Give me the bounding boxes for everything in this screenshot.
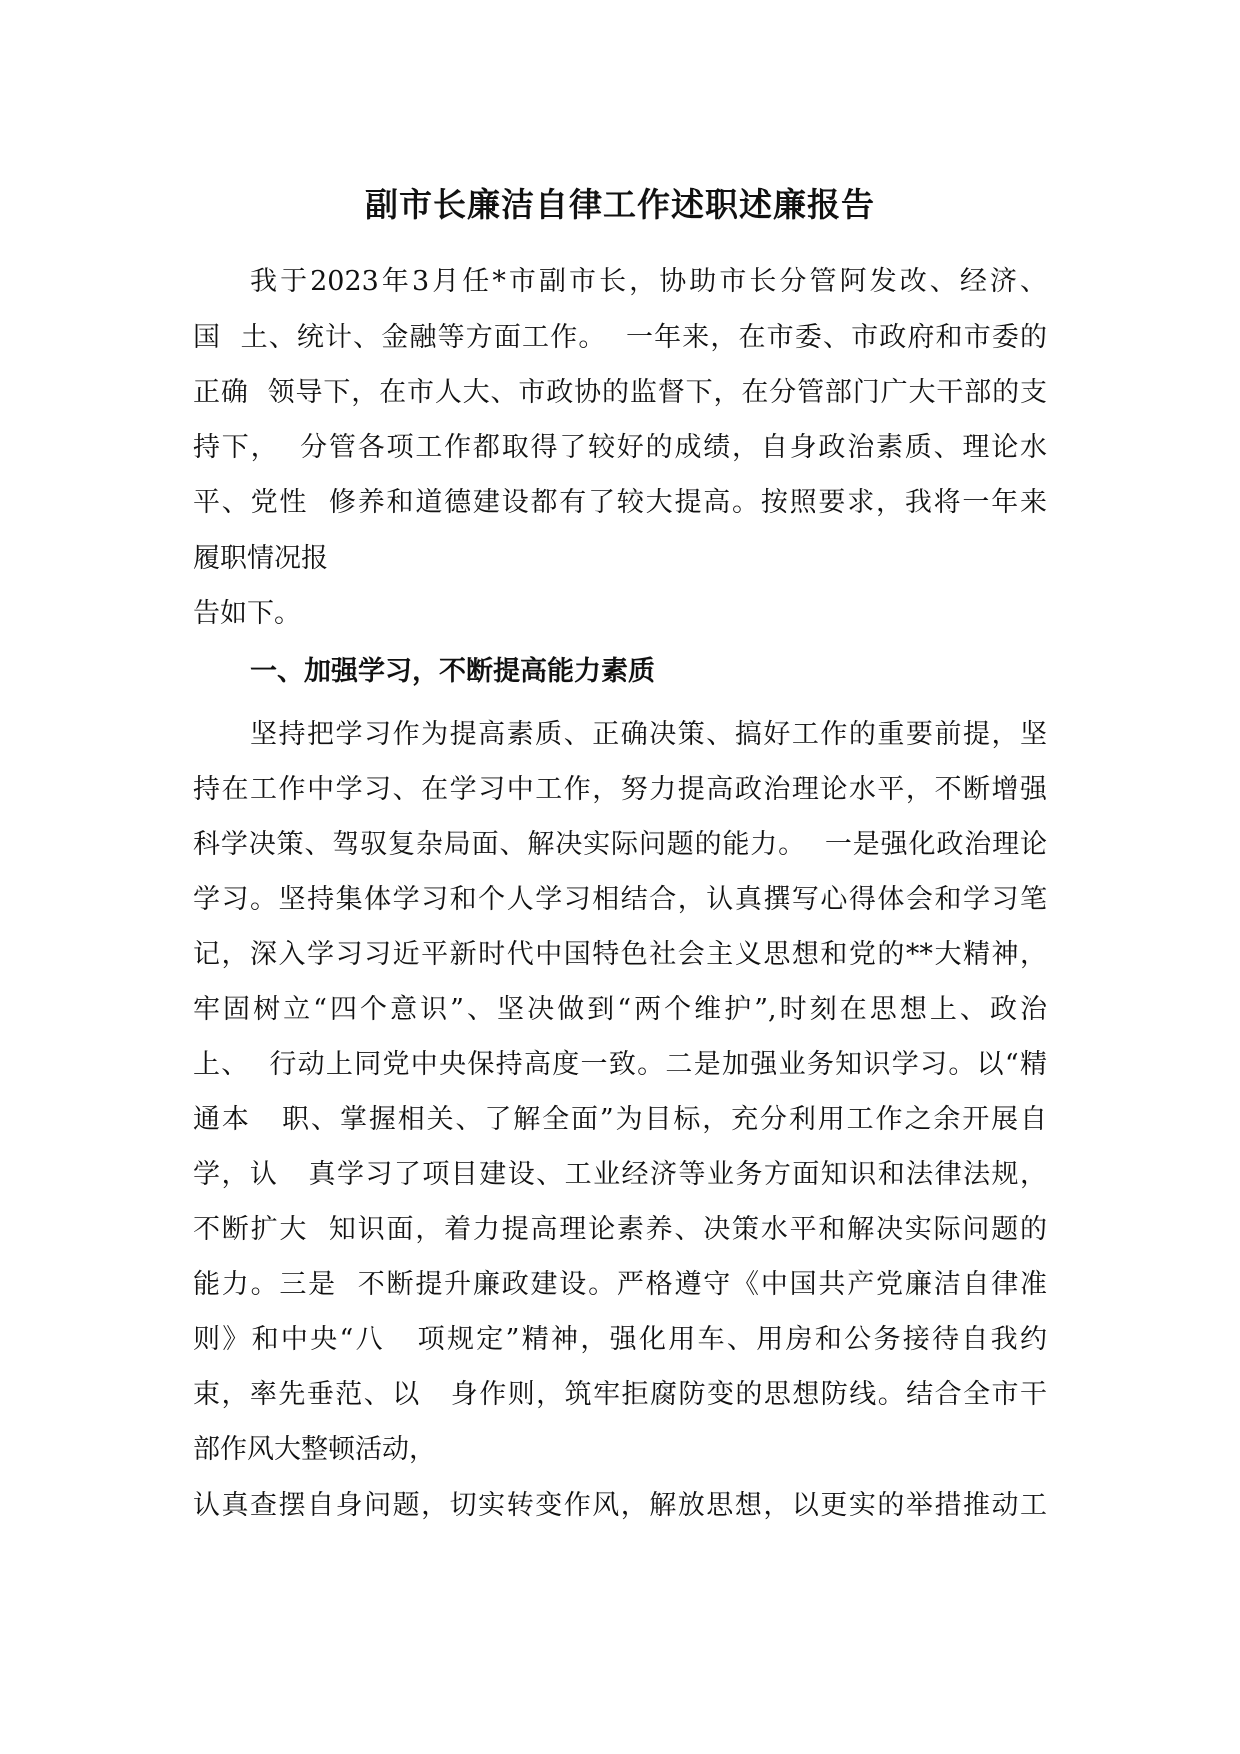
- paragraph-line: 科学决策、驾驭复杂局面、解决实际问题的能力。 一是强化政治理论: [193, 829, 1047, 860]
- paragraph-line: 正确 领导下，在市人大、市政协的监督下，在分管部门广大干部的支: [193, 377, 1047, 408]
- paragraph-line: 牢固树立“四个意识”、坚决做到“两个维护”,时刻在思想上、政治: [193, 994, 1047, 1025]
- paragraph-line: 能力。三是 不断提升廉政建设。严格遵守《中国共产党廉洁自律准: [193, 1269, 1047, 1300]
- paragraph-line: 国 土、统计、金融等方面工作。 一年来，在市委、市政府和市委的: [193, 322, 1047, 353]
- paragraph-line: 我于2023年3月任*市副市长，协助市长分管阿发改、经济、: [250, 266, 1047, 297]
- section-heading: 一、加强学习，不断提高能力素质: [250, 656, 655, 687]
- paragraph-line: 履职情况报: [193, 543, 328, 574]
- paragraph-line: 坚持把学习作为提高素质、正确决策、搞好工作的重要前提，坚: [250, 719, 1047, 750]
- paragraph-line: 持在工作中学习、在学习中工作，努力提高政治理论水平，不断增强: [193, 774, 1047, 805]
- paragraph-line: 学习。坚持集体学习和个人学习相结合，认真撰写心得体会和学习笔: [193, 884, 1047, 915]
- paragraph-line: 记，深入学习习近平新时代中国特色社会主义思想和党的**大精神，: [193, 939, 1047, 970]
- paragraph-line: 学，认 真学习了项目建设、工业经济等业务方面知识和法律法规，: [193, 1159, 1047, 1190]
- paragraph-line: 通本 职、掌握相关、了解全面”为目标，充分利用工作之余开展自: [193, 1104, 1047, 1135]
- paragraph-line: 上、 行动上同党中央保持高度一致。二是加强业务知识学习。以“精: [193, 1049, 1047, 1080]
- paragraph-line: 持下， 分管各项工作都取得了较好的成绩，自身政治素质、理论水: [193, 432, 1047, 463]
- paragraph-line: 则》和中央“八 项规定”精神，强化用车、用房和公务接待自我约: [193, 1324, 1047, 1355]
- paragraph-line: 不断扩大 知识面，着力提高理论素养、决策水平和解决实际问题的: [193, 1214, 1047, 1245]
- paragraph-line: 平、党性 修养和道德建设都有了较大提高。按照要求，我将一年来: [193, 487, 1047, 518]
- document-title: 副市长廉洁自律工作述职述廉报告: [365, 185, 875, 224]
- paragraph-line: 告如下。: [193, 598, 301, 629]
- paragraph-line: 部作风大整顿活动，: [193, 1434, 436, 1465]
- paragraph-line: 认真查摆自身问题，切实转变作风，解放思想，以更实的举措推动工: [193, 1490, 1047, 1521]
- paragraph-line: 束，率先垂范、以 身作则，筑牢拒腐防变的思想防线。结合全市干: [193, 1379, 1047, 1410]
